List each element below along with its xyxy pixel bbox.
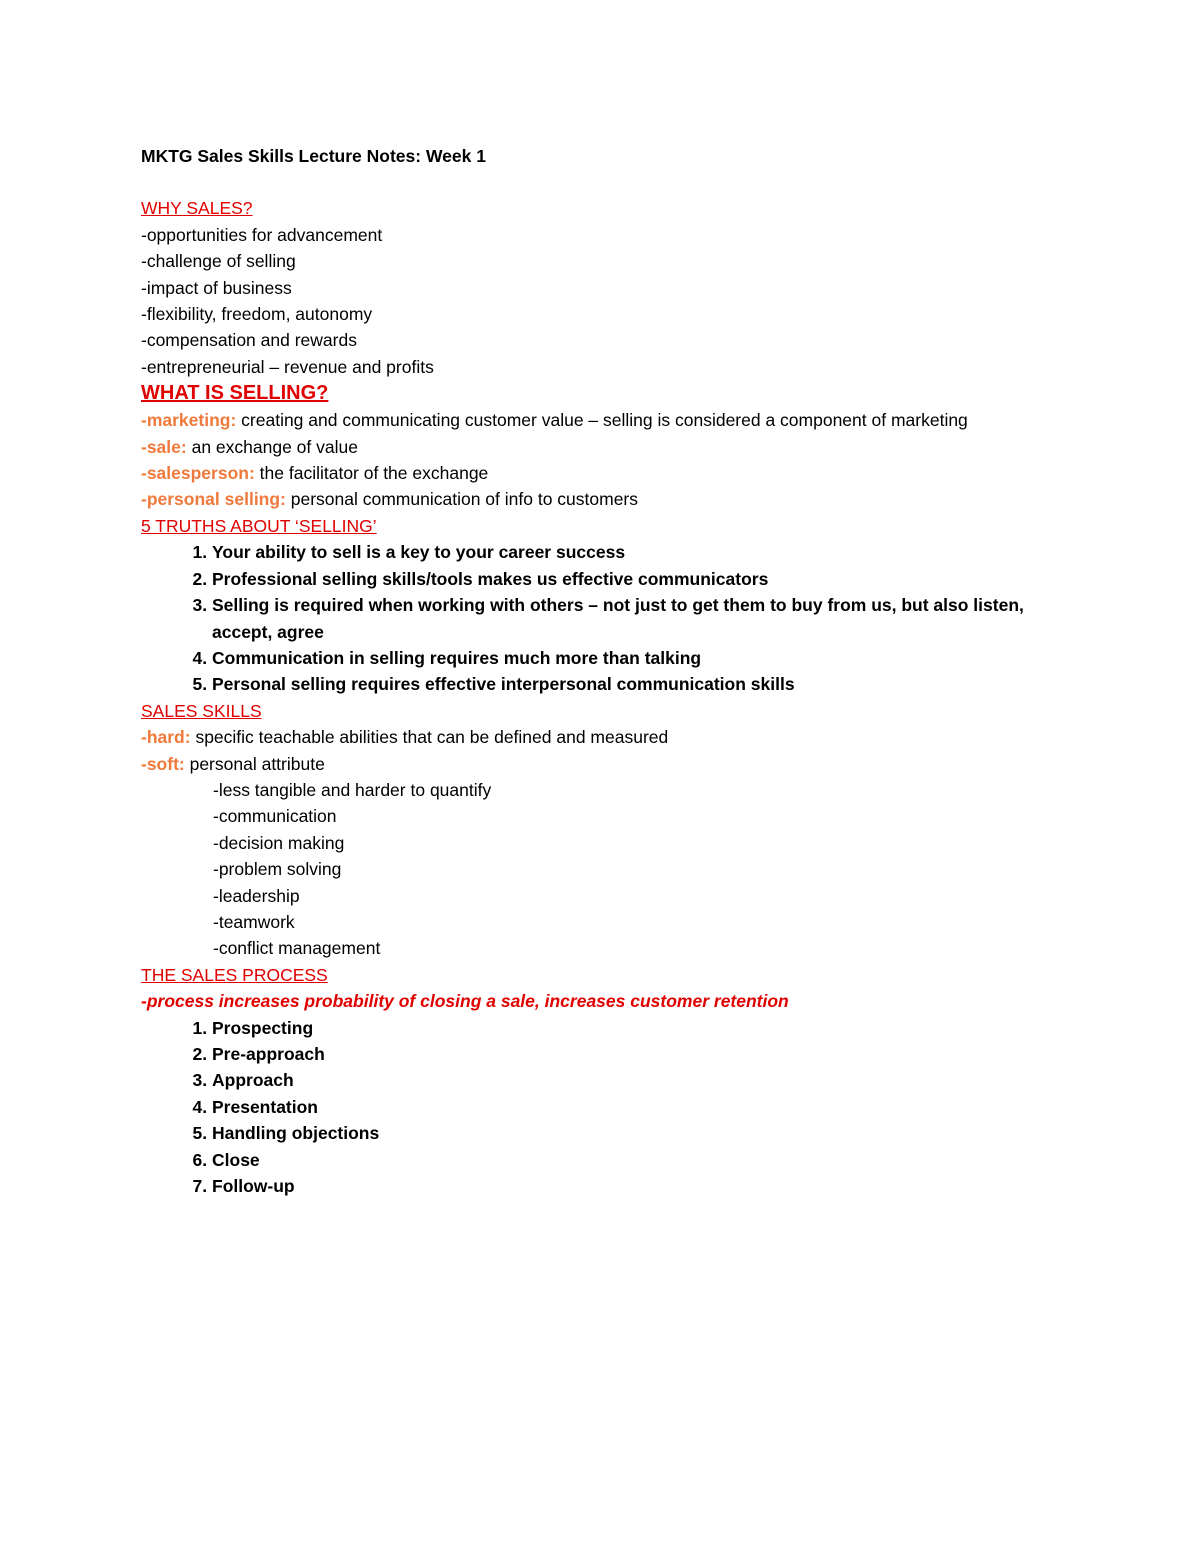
soft-skill-item: -less tangible and harder to quantify: [213, 779, 492, 800]
list-item: 1. Prospecting: [212, 1015, 1041, 1041]
definition-text: an exchange of value: [186, 436, 358, 457]
why-sales-item: -impact of business: [141, 277, 292, 298]
list-item: 7. Follow-up: [212, 1173, 1041, 1199]
list-item: 4. Communication in selling requires much more than talking: [212, 645, 1042, 671]
what-is-selling-heading: WHAT IS SELLING?: [141, 382, 329, 405]
sales-process-steps: [141, 1015, 1041, 1200]
soft-skill-item: -conflict management: [213, 938, 381, 959]
sales-skills-heading: SALES SKILLS: [141, 700, 262, 721]
why-sales-item: -entrepreneurial – revenue and profits: [141, 356, 434, 377]
sales-process-heading: THE SALES PROCESS: [141, 964, 328, 985]
list-item: 3. Selling is required when working with others – not just to get them to buy from us, but also listen, accept, agree: [212, 592, 1042, 645]
truths-heading: 5 TRUTHS ABOUT ‘SELLING’: [141, 515, 377, 536]
why-sales-item: -flexibility, freedom, autonomy: [141, 304, 373, 325]
list-item: 5. Handling objections: [212, 1120, 1041, 1146]
definition-term: -soft:: [141, 753, 185, 774]
why-sales-item: -compensation and rewards: [141, 330, 357, 351]
definition-text: the facilitator of the exchange: [254, 463, 489, 484]
list-item: 6. Close: [212, 1147, 1041, 1173]
page-title: MKTG Sales Skills Lecture Notes: Week 1: [141, 146, 486, 166]
truths-list: [141, 539, 1042, 697]
definition-term: -marketing:: [141, 410, 237, 431]
why-sales-heading: WHY SALES?: [141, 198, 253, 219]
definition-sale: [141, 434, 1041, 460]
list-item: 2. Professional selling skills/tools makes us effective communicators: [212, 566, 1042, 592]
list-item: 4. Presentation: [212, 1094, 1041, 1120]
definition-term: -hard:: [141, 727, 191, 748]
definition-term: -personal selling:: [141, 489, 286, 510]
why-sales-item: -challenge of selling: [141, 251, 296, 272]
hard-skills-definition: [141, 724, 1041, 750]
document-body: [141, 143, 1041, 1199]
soft-skill-item: -decision making: [213, 832, 345, 853]
soft-skill-item: -communication: [213, 806, 337, 827]
definition-text: creating and communicating customer value – selling is considered a component of marketing: [236, 410, 968, 431]
soft-skill-item: -leadership: [213, 885, 300, 906]
definition-text: specific teachable abilities that can be defined and measured: [190, 727, 669, 748]
soft-skill-item: -problem solving: [213, 859, 342, 880]
list-item: 5. Personal selling requires effective interpersonal communication skills: [212, 671, 1042, 697]
definition-term: -sale:: [141, 436, 187, 457]
list-item: 2. Pre-approach: [212, 1041, 1041, 1067]
why-sales-item: -opportunities for advancement: [141, 224, 383, 245]
list-item: 1. Your ability to sell is a key to your career success: [212, 539, 1042, 565]
definition-salesperson: [141, 460, 1041, 486]
definition-personal-selling: [141, 486, 1041, 512]
definition-text: personal communication of info to customers: [285, 489, 639, 510]
sales-process-subtitle: -process increases probability of closing a sale, increases customer retention: [141, 991, 789, 1012]
definition-term: -salesperson:: [141, 463, 255, 484]
soft-skills-definition: [141, 751, 1041, 777]
soft-skill-item: -teamwork: [213, 911, 295, 932]
definition-marketing: [141, 407, 1001, 433]
definition-text: personal attribute: [184, 753, 325, 774]
list-item: 3. Approach: [212, 1067, 1041, 1093]
